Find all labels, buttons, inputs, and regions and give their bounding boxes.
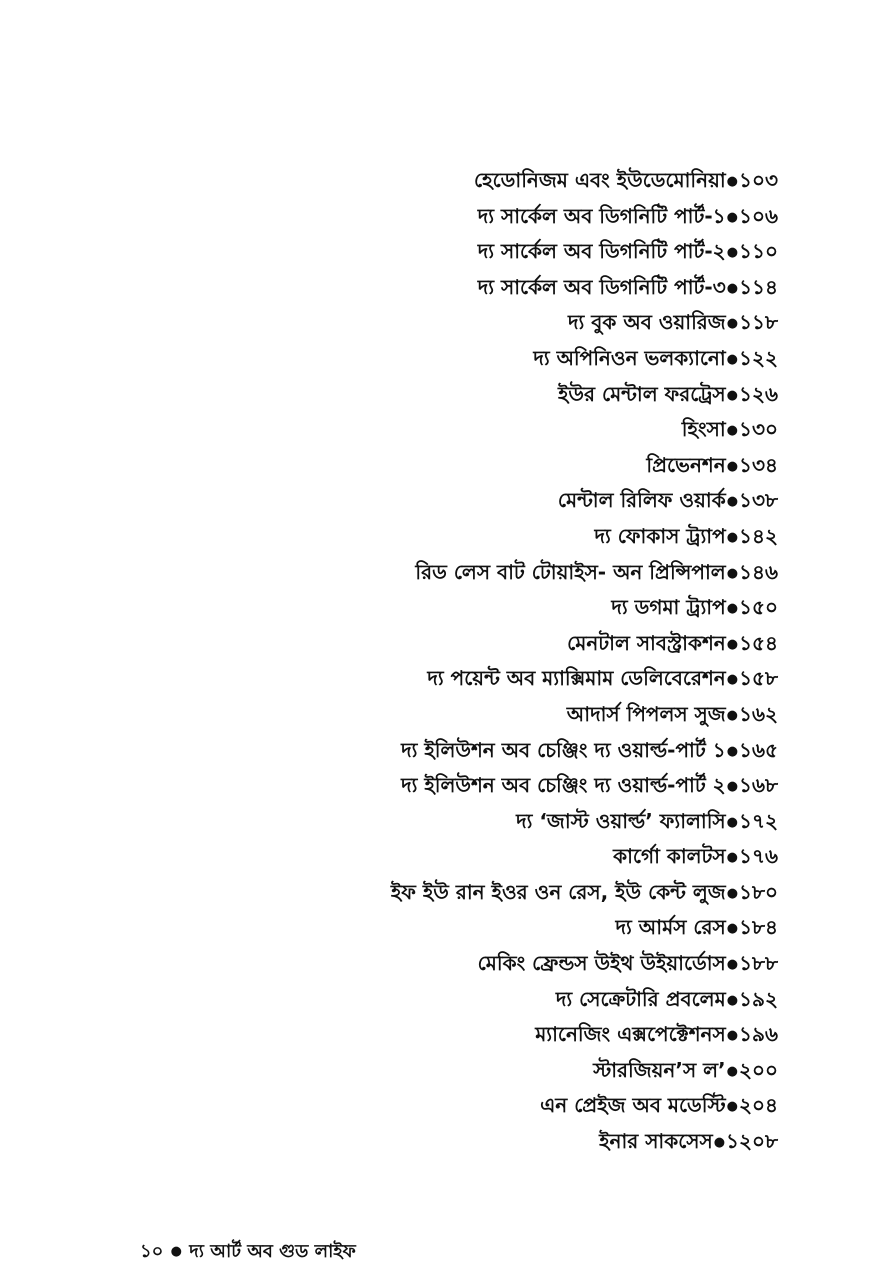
toc-entry-page: ১৩০ xyxy=(739,417,778,442)
toc-separator-dot: ● xyxy=(726,280,739,296)
toc-separator-dot: ● xyxy=(726,1099,738,1115)
toc-separator-dot: ● xyxy=(713,1135,726,1151)
toc-entry-page: ১৭৬ xyxy=(739,844,778,869)
toc-entry-page: ১৮০ xyxy=(739,879,778,904)
toc-entry-page: ১২২ xyxy=(739,345,778,370)
toc-entry xyxy=(218,519,778,555)
toc-entry xyxy=(218,305,778,341)
toc-entry xyxy=(218,1124,778,1160)
footer-page-number: ১০ xyxy=(140,1241,164,1262)
toc-entry-page: ১৬৫ xyxy=(739,737,778,762)
toc-entry xyxy=(218,377,778,413)
toc-entry xyxy=(218,733,778,769)
toc-entry-page: ২০৪ xyxy=(739,1093,778,1118)
toc-separator-dot: ● xyxy=(726,387,738,403)
toc-entry xyxy=(218,661,778,697)
toc-entry-title: দ্য পয়েন্ট অব ম্যাক্সিমাম ডেলিবেরেশন xyxy=(427,666,726,691)
toc-entry-page: ১৭২ xyxy=(739,808,778,833)
toc-entry-page: ১৫০ xyxy=(739,595,778,620)
toc-separator-dot: ● xyxy=(726,423,738,439)
toc-entry xyxy=(218,626,778,662)
footer-book-title: দ্য আর্ট অব গুড লাইফ xyxy=(189,1241,356,1262)
toc-entry-page: ১০৩ xyxy=(739,168,778,192)
toc-entry-title: মেকিং ফ্রেন্ডস উইথ উইয়ার্ডোস xyxy=(477,951,726,976)
toc-separator-dot: ● xyxy=(726,957,739,973)
toc-separator-dot: ● xyxy=(726,850,738,866)
toc-entry xyxy=(218,839,778,875)
toc-separator-dot: ● xyxy=(726,636,739,652)
toc-entry-title: দ্য সেক্রেটারি প্রবলেম xyxy=(555,986,726,1011)
toc-entry-title: দ্য ইলিউশন অব চেঞ্জিং দ্য ওয়ার্ল্ড-পার্ট ১ xyxy=(401,737,726,762)
toc-entry-page: ১৮৪ xyxy=(739,915,778,940)
toc-entry-page: ১১৪ xyxy=(739,274,778,299)
toc-separator-dot: ● xyxy=(726,174,738,189)
toc-entry xyxy=(218,804,778,840)
toc-entry-title: দ্য ডগমা ট্র্যাপ xyxy=(611,595,726,620)
toc-separator-dot: ● xyxy=(726,885,739,901)
toc-entry-page: ১৫৮ xyxy=(739,666,778,691)
toc-entry-page: ১৬৮ xyxy=(739,773,778,798)
toc-entry xyxy=(218,270,778,306)
toc-separator-dot: ● xyxy=(726,743,739,759)
toc-separator-dot: ● xyxy=(726,814,738,830)
toc-entry xyxy=(218,483,778,519)
toc-entry xyxy=(218,412,778,448)
toc-separator-dot: ● xyxy=(726,209,738,225)
toc-entry-title: হেডোনিজম এবং ইউডেমোনিয়া xyxy=(474,168,726,192)
toc-entry-title: দ্য ‘জাস্ট ওয়ার্ল্ড’ ফ্যালাসি xyxy=(516,808,726,833)
toc-entry-title: দ্য সার্কেল অব ডিগনিটি পার্ট-১ xyxy=(477,203,726,228)
toc-entry-title: দ্য সার্কেল অব ডিগনিটি পার্ট-৩ xyxy=(477,274,726,299)
toc-separator-dot: ● xyxy=(726,529,739,545)
toc-entry-title: ইনার সাকসেস xyxy=(599,1129,713,1154)
toc-entry xyxy=(218,234,778,270)
toc-entry-page: ১৩৪ xyxy=(739,452,778,477)
toc-separator-dot: ● xyxy=(726,351,738,367)
toc-entry-title: কার্গো কালটস xyxy=(613,844,726,869)
toc-entry-page: ১২০৮ xyxy=(726,1129,778,1154)
toc-entry xyxy=(218,555,778,591)
toc-entry xyxy=(218,448,778,484)
page-footer xyxy=(140,1237,356,1268)
toc-entry-title: ইফ ইউ রান ইওর ওন রেস, ইউ কেন্ট লুজ xyxy=(390,879,726,904)
toc-entry-title: দ্য অপিনিওন ভলক্যানো xyxy=(533,345,726,370)
toc-entry-title: দ্য সার্কেল অব ডিগনিটি পার্ট-২ xyxy=(477,239,726,264)
toc-entry xyxy=(218,982,778,1018)
toc-entry-page: ১৯৬ xyxy=(739,1022,778,1047)
toc-entry xyxy=(218,163,778,199)
toc-entry xyxy=(218,199,778,235)
toc-separator-dot: ● xyxy=(726,992,739,1008)
toc-separator-dot: ● xyxy=(726,672,739,688)
toc-separator-dot: ● xyxy=(726,921,739,937)
toc-entry-page: ১৪৬ xyxy=(739,559,778,584)
toc-entry-page: ১৩৮ xyxy=(739,488,778,513)
table-of-contents xyxy=(218,163,778,1160)
toc-entry-page: ১২৬ xyxy=(739,381,778,406)
toc-entry-page: ১১৮ xyxy=(739,310,778,335)
toc-entry xyxy=(218,1088,778,1124)
toc-entry-page: ১৮৮ xyxy=(739,951,778,976)
toc-separator-dot: ● xyxy=(726,707,738,723)
toc-separator-dot: ● xyxy=(726,1063,738,1079)
toc-entry-title: দ্য ইলিউশন অব চেঞ্জিং দ্য ওয়ার্ল্ড-পার্ট ২ xyxy=(401,773,726,798)
toc-entry-title: হিংসা xyxy=(681,417,726,442)
toc-entry-page: ১৬২ xyxy=(739,701,778,726)
toc-separator-dot: ● xyxy=(726,1028,739,1044)
toc-entry-title: দ্য বুক অব ওয়ারিজ xyxy=(568,310,726,335)
toc-separator-dot: ● xyxy=(726,494,739,510)
toc-entry-page: ১৪২ xyxy=(739,523,778,548)
toc-entry-title: দ্য আর্মস রেস xyxy=(615,915,726,940)
toc-entry-title: ইউর মেন্টাল ফরট্রেস xyxy=(558,381,726,406)
toc-separator-dot: ● xyxy=(726,316,739,332)
toc-separator-dot: ● xyxy=(726,458,739,474)
toc-entry xyxy=(218,1017,778,1053)
toc-entry-title: স্টারজিয়ন’স ল’ xyxy=(593,1057,726,1082)
toc-entry-title: প্রিভেনশন xyxy=(646,452,726,477)
toc-entry-title: রিড লেস বাট টোয়াইস- অন প্রিন্সিপাল xyxy=(415,559,726,584)
toc-entry-page: ১০৬ xyxy=(739,203,778,228)
toc-entry xyxy=(218,875,778,911)
toc-separator-dot: ● xyxy=(726,601,739,617)
toc-entry-page: ১১০ xyxy=(739,239,778,264)
toc-entry xyxy=(218,946,778,982)
toc-entry xyxy=(218,1053,778,1089)
toc-entry xyxy=(218,910,778,946)
footer-separator-dot: ● xyxy=(170,1244,183,1259)
toc-entry-page: ১৯২ xyxy=(739,986,778,1011)
toc-entry xyxy=(218,768,778,804)
toc-separator-dot: ● xyxy=(726,779,739,795)
toc-entry xyxy=(218,590,778,626)
toc-separator-dot: ● xyxy=(726,245,739,261)
toc-entry-title: মেন্টাল রিলিফ ওয়ার্ক xyxy=(557,488,726,513)
toc-entry-title: এন প্রেইজ অব মডেস্টি xyxy=(540,1093,726,1118)
toc-entry-title: আদার্স পিপলস সুজ xyxy=(566,701,726,726)
toc-entry-page: ১৫৪ xyxy=(739,630,778,655)
toc-entry-title: দ্য ফোকাস ট্র্যাপ xyxy=(594,523,726,548)
toc-entry-title: মেনটাল সাবস্ট্রাকশন xyxy=(567,630,726,655)
toc-entry-page: ২০০ xyxy=(738,1057,778,1082)
toc-entry-title: ম্যানেজিং এক্সপেক্টেশনস xyxy=(535,1022,726,1047)
toc-entry xyxy=(218,341,778,377)
toc-entry xyxy=(218,697,778,733)
toc-separator-dot: ● xyxy=(726,565,739,581)
